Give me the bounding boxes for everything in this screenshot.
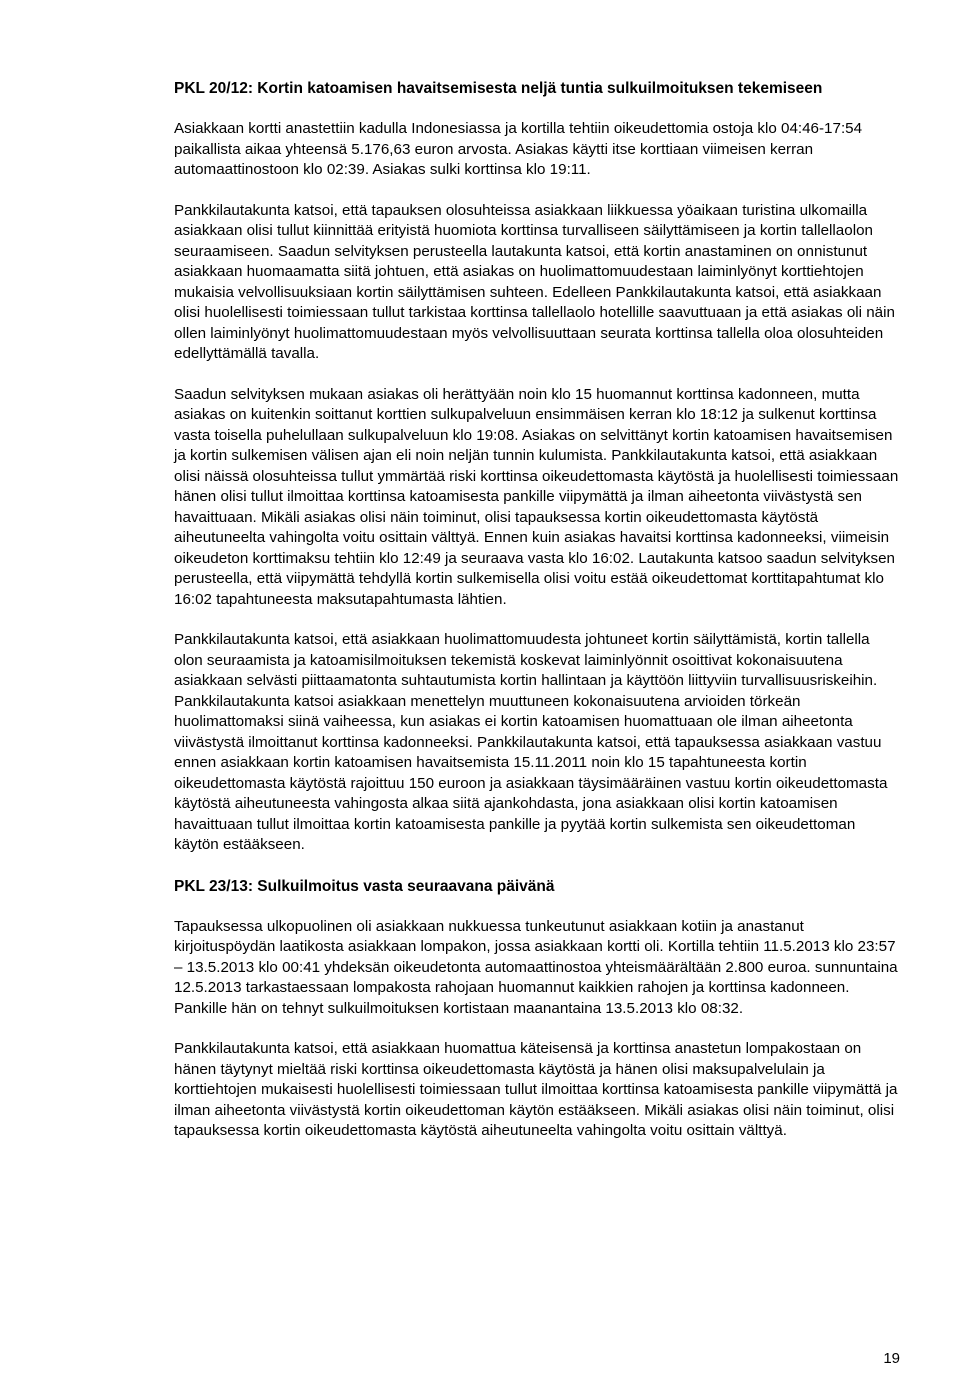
paragraph: Pankkilautakunta katsoi, että asiakkaan huomattua käteisensä ja korttinsa anastetun lompakostaan on hänen täytynyt mieltää riski korttinsa oikeudettomasta käytöstä ja hänen olisi maksupalvelulain ja korttiehtojen mukaisesti huolellisesti toimiessaan tullut ilmoittaa korttinsa katoamisesta pankille viipymättä ja ilman aiheetonta viivästystä kortin oikeudettoman käytön estääkseen. Mikäli asiakas olisi näin toiminut, olisi tapauksessa kortin oikeudettomasta käytöstä aiheutuneelta vahingolta voitu osittain välttyä.: [174, 1040, 898, 1139]
page-number: 19: [883, 1350, 900, 1367]
paragraph: Asiakkaan kortti anastettiin kadulla Indonesiassa ja kortilla tehtiin oikeudettomia ostoja klo 04:46-17:54 paikallista aikaa yhteensä 5.176,63 euron arvosta. Asiakas käytti itse korttiaan viimeisen kerran automaattinostoon klo 02:39. Asiakas sulki korttinsa klo 19:11.: [174, 120, 863, 178]
section-heading-pkl-20-12: PKL 20/12: Kortin katoamisen havaitsemisesta neljä tuntia sulkuilmoituksen tekemiseen: [174, 80, 823, 97]
paragraph: Saadun selvityksen mukaan asiakas oli herättyään noin klo 15 huomannut korttinsa kadonneen, mutta asiakas on kuitenkin soittanut korttien sulkupalveluun ensimmäisen kerran klo 18:12 ja sulkenut korttinsa vasta toisella puhelullaan sulkupalveluun klo 19:08. Asiakas on selvittänyt kortin katoamisen havaitsemisen ja kortin sulkemisen välisen ajan eli noin neljän tunnin kulumista. Pankkilautakunta katsoi, että asiakkaan olisi näissä olosuhteissa tullut ymmärtää riski korttinsa oikeudettomasta käytöstä ja huolellisesti toimiessaan hänen olisi tullut ilmoittaa korttinsa katoamisesta pankille viipymättä ja ilman aiheetonta viivästystä sen havaittuaan. Mikäli asiakas olisi näin toiminut, olisi tapauksessa kortin oikeudettomasta käytöstä aiheutuneelta vahingolta voitu osittain välttyä. Ennen kuin asiakas havaitsi korttinsa kadonneeksi, viimeisin oikeudeton korttimaksu tehtiin klo 12:49 ja seuraava vasta klo 16:02. Lautakunta katsoo saadun selvityksen perusteella, että viipymättä tehdyllä kortin sulkemisella olisi voitu estää oikeudettomat korttitapahtumat klo 16:02 tapahtuneesta maksutapahtumasta lähtien.: [174, 385, 899, 608]
section-heading-pkl-23-13: PKL 23/13: Sulkuilmoitus vasta seuraavana päivänä: [174, 877, 555, 895]
paragraph: Pankkilautakunta katsoi, että asiakkaan huolimattomuudesta johtuneet kortin säilyttämistä, kortin tallella olon seuraamista ja katoamisilmoituksen tekemistä koskevat laiminlyönnit osoittivat kokonaisuutena asiakkaan selvästi piittaamatonta suhtautumista kortin hallintaan ja käyttöön liittyviin turvallisuusriskeihin. Pankkilautakunta katsoi asiakkaan menettelyn muuttuneen kokonaisuutena arvioiden törkeän huolimattomaksi siinä vaiheessa, kun asiakas ei kortin katoamisen huomattuaan ole ilman aiheetonta viivästystä ilmoittanut korttinsa kadonneeksi. Pankkilautakunta katsoi, että tapauksessa asiakkaan vastuu ennen asiakkaan kortin katoamisen havaitsemista 15.11.2011 noin klo 15 tapahtuneesta kortin oikeudettomasta käytöstä rajoittuu 150 euroon ja asiakkaan täysimääräinen vastuu kortin oikeudettomasta käytöstä aiheutuneesta vahingosta alkaa siitä ajankohdasta, jona asiakkaan olisi kortin katoamisen havaittuaan tullut ilmoittaa kortin katoamisesta pankille ja pyytää kortin sulkemista sen oikeudettoman käytön estääkseen.: [174, 631, 888, 853]
document-page: [174, 78, 900, 1162]
paragraph: Tapauksessa ulkopuolinen oli asiakkaan nukkuessa tunkeutunut asiakkaan kotiin ja anastanut kirjoituspöydän laatikosta asiakkaan lompakon, jossa asiakkaan kortti oli. Kortilla tehtiin 11.5.2013 klo 23:57 – 13.5.2013 klo 00:41 yhdeksän oikeudetonta automaattinostoa yhteismäärältään 2.800 euroa. sunnuntaina 12.5.2013 tarkastaessaan lompakosta rahojaan huomannut kaikkien rahojen ja korttinsa kadonneen. Pankille hän on tehnyt sulkuilmoituksen kortistaan maanantaina 13.5.2013 klo 08:32.: [174, 917, 898, 1017]
paragraph: Pankkilautakunta katsoi, että tapauksen olosuhteissa asiakkaan liikkuessa yöaikaan turistina ulkomailla asiakkaan olisi tullut kiinnittää erityistä huomiota korttinsa turvalliseen säilyttämiseen ja kortin tallellaolon seuraamiseen. Saadun selvityksen perusteella lautakunta katsoi, että kortin anastaminen on onnistunut asiakkaan huomaamatta siitä johtuen, että asiakas on huolimattomuudestaan laiminlyönyt korttiehtojen mukaisia velvollisuuksiaan kortin säilyttämisen suhteen. Edelleen Pankkilautakunta katsoi, että asiakkaan olisi huolellisesti toimiessaan tullut tarkistaa korttinsa tallellaolo hotellille saavuttuaan ja että asiakas oli näin ollen laiminlyönyt huolimattomuudestaan myös velvollisuuttaan seurata korttinsa tallella oloa olosuhteiden edellyttämällä tavalla.: [174, 201, 895, 362]
